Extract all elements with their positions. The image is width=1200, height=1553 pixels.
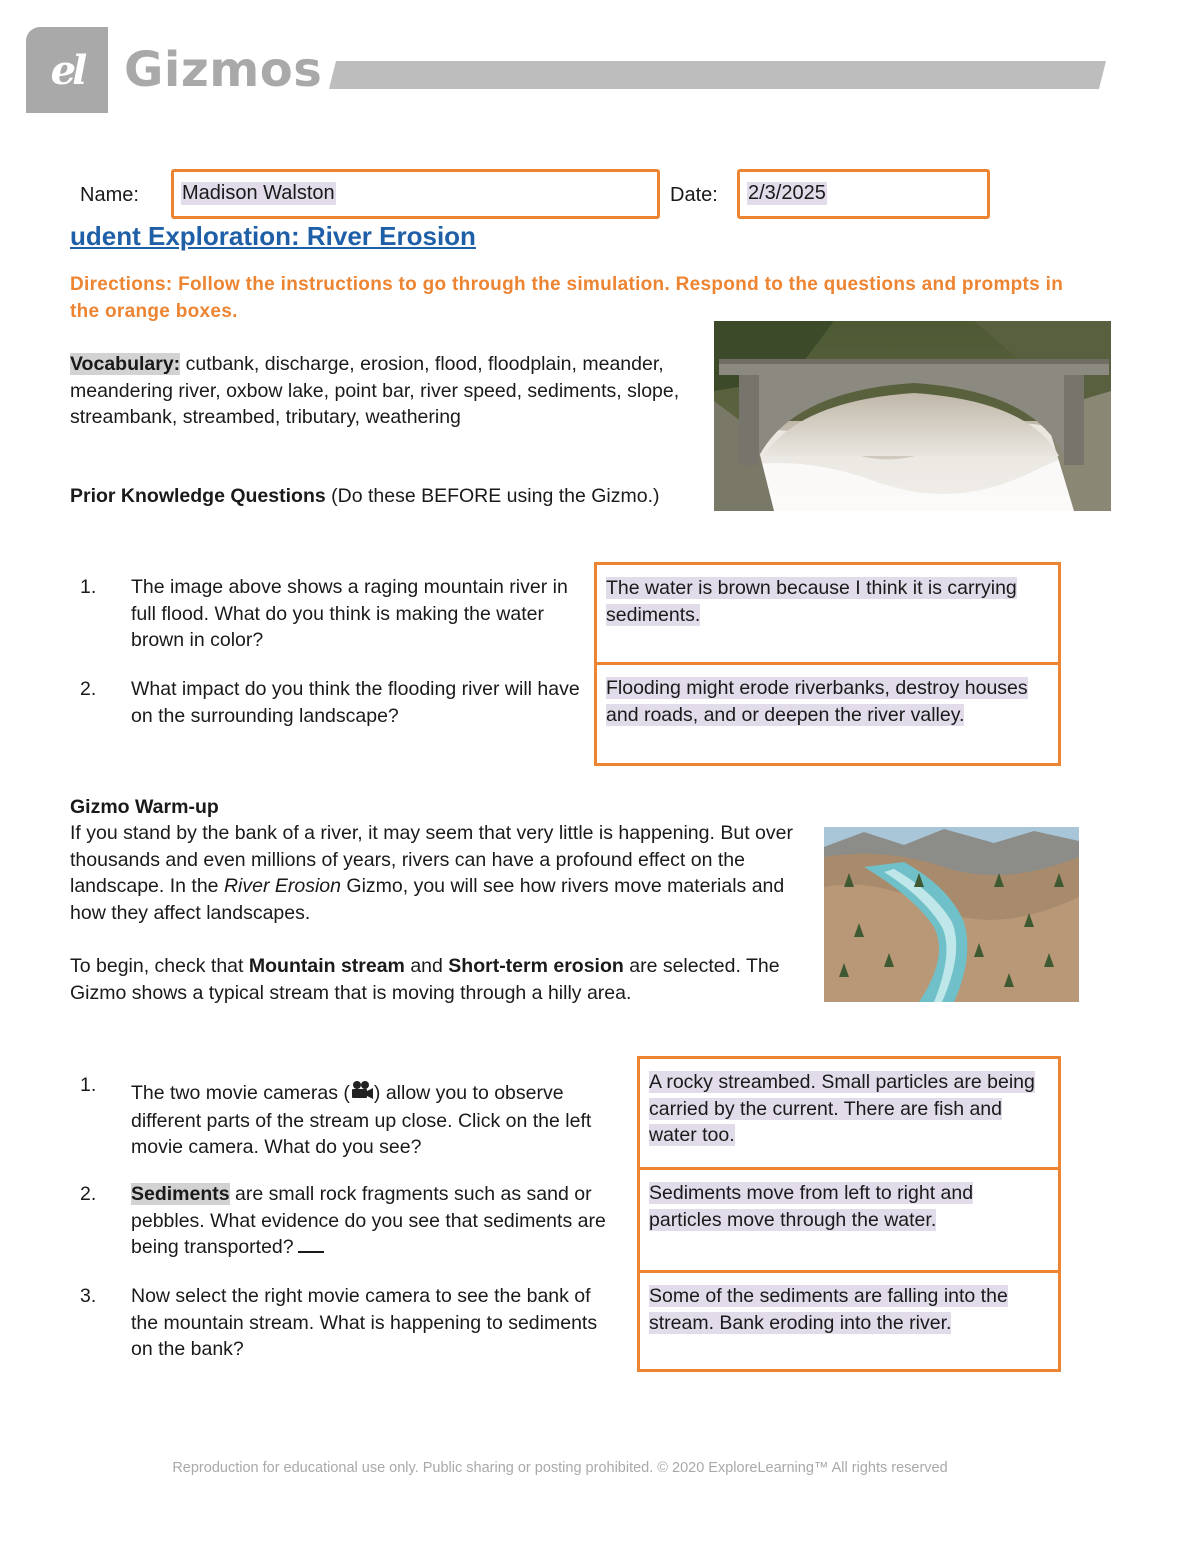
warmup-question-2-text [131,1181,621,1261]
page-title[interactable]: udent Exploration: River Erosion [70,221,476,251]
warmup-question-1-number: 1. [80,1074,97,1096]
vocabulary-label: Vocabulary: [70,353,181,375]
vocabulary-paragraph [70,351,688,431]
name-value: Madison Walston [182,182,335,204]
pk-answer-1-text: The water is brown because I think it is carrying sediments. [606,577,1017,626]
warmup-p1-part-a: If you stand by the bank of a river, it may seem that very little is happening. But over thousands and even millions of years, rivers can have a profound effect on the landscape. In the [70,822,793,897]
name-field[interactable] [171,169,660,219]
brand-name: Gizmos [124,42,323,98]
warmup-q1-part-a: The two movie cameras ( [131,1082,350,1104]
warmup-question-3-text: Now select the right movie camera to see the bank of the mountain stream. What is happening to sediments on the bank? [131,1285,598,1360]
warmup-q1-part-b: ) allow you to observe different parts of the stream up close. Click on the left movie camera. What do you see? [131,1082,592,1159]
warmup-p1-part-b: Gizmo, you will see how rivers move materials and how they affect landscapes. [70,875,785,924]
sediments-term: Sediments [131,1183,230,1205]
warmup-paragraph-2 [70,953,790,1006]
date-label: Date: [670,184,718,206]
prior-knowledge-heading [70,483,670,510]
prior-knowledge-title: Prior Knowledge Questions [70,485,326,507]
warmup-question-1-text [131,1080,621,1161]
date-field[interactable] [737,169,990,219]
warmup-p2-short-term-erosion: Short-term erosion [448,955,624,977]
pk-question-2-number: 2. [80,678,97,700]
answer-blank-line [298,1251,324,1253]
gizmo-stream-image [824,827,1079,1002]
warmup-answer-2-text: Sediments move from left to right and particles move through the water. [649,1182,974,1231]
pk-answer-2-box[interactable] [594,662,1061,766]
warmup-paragraph-1 [70,820,800,926]
warmup-p2-part-a: To begin, check that [70,955,249,977]
pk-question-1-text: The image above shows a raging mountain river in full flood. What do you think is making the water brown in color? [131,576,568,651]
logo-mark: el [50,46,84,94]
warmup-question-2-number: 2. [80,1183,97,1205]
pk-answer-2-text: Flooding might erode riverbanks, destroy houses and roads, and or deepen the river valley. [606,677,1028,726]
footer-copyright: Reproduction for educational use only. Public sharing or posting prohibited. © 2020 ExploreLearning™ All rights reserved [172,1460,948,1476]
directions-text: Directions: Follow the instructions to go through the simulation. Respond to the questions and prompts in the orange boxes. [70,274,1064,322]
prior-knowledge-note: (Do these BEFORE using the Gizmo.) [325,485,660,507]
warmup-p2-part-c: are selected. The Gizmo shows a typical stream that is moving through a hilly area. [70,955,780,1004]
warmup-p2-part-b: and [404,955,449,977]
warmup-heading [70,794,219,821]
bridge-flood-image [714,321,1111,511]
name-label: Name: [80,184,139,206]
pk-answer-1-box[interactable] [594,562,1061,665]
warmup-q2-text-body: are small rock fragments such as sand or pebbles. What evidence do you see that sediments are being transported? [131,1183,606,1258]
explorelearning-logo [26,27,108,113]
warmup-answer-1-box[interactable] [637,1056,1061,1170]
warmup-answer-3-text: Some of the sediments are falling into the stream. Bank eroding into the river. [649,1285,1008,1334]
date-value: 2/3/2025 [748,182,826,204]
movie-camera-icon [350,1080,374,1108]
header-decoration-bar [329,61,1106,89]
warmup-answer-2-box[interactable] [637,1167,1061,1273]
warmup-answer-3-box[interactable] [637,1270,1061,1372]
warmup-p1-italic: River Erosion [223,875,341,897]
warmup-answer-1-text: A rocky streambed. Small particles are being carried by the current. There are fish and water too. [649,1071,1035,1146]
warmup-title: Gizmo Warm-up [70,796,219,818]
vocabulary-terms: cutbank, discharge, erosion, flood, floodplain, meander, meandering river, oxbow lake, point bar, river speed, sediments, slope, streambank, streambed, tributary, weathering [70,353,680,428]
pk-question-1-number: 1. [80,576,97,598]
pk-question-2-text: What impact do you think the flooding river will have on the surrounding landscape? [131,678,580,727]
warmup-p2-mountain-stream: Mountain stream [248,955,405,977]
warmup-question-3-number: 3. [80,1285,97,1307]
